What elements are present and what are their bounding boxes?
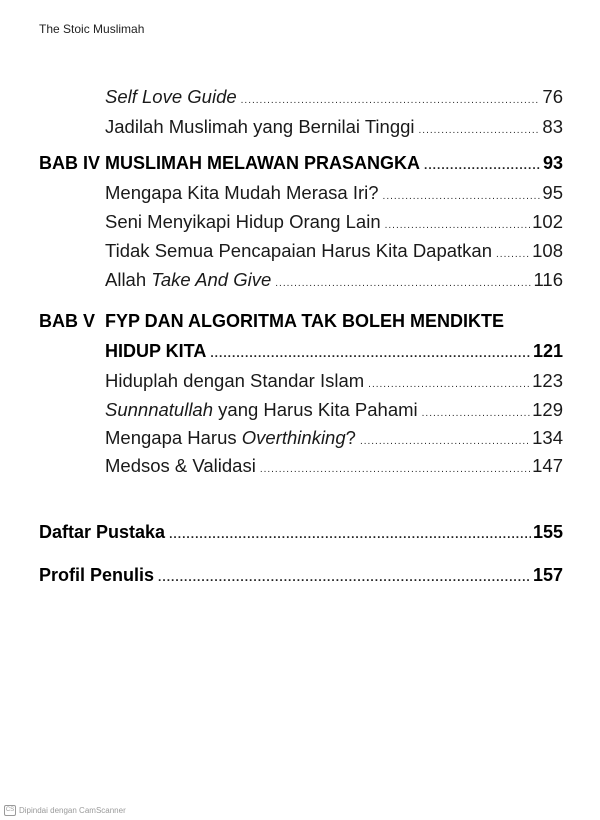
toc-entry-jadilah-muslimah xyxy=(105,116,563,138)
dot-leader xyxy=(210,346,531,360)
toc-entry-label: Jadilah Muslimah yang Bernilai Tinggi xyxy=(105,116,415,137)
toc-entry-standar-islam xyxy=(105,370,563,392)
toc-entry-label-suffix: yang Harus Kita Pahami xyxy=(213,399,418,420)
dot-leader xyxy=(241,95,541,106)
toc-page-number: 155 xyxy=(532,522,563,542)
toc-page-number: 116 xyxy=(533,269,563,290)
toc-entry-overthinking xyxy=(105,427,563,449)
dot-leader xyxy=(424,158,541,172)
toc-entry-label xyxy=(105,427,356,449)
dot-leader xyxy=(360,436,530,447)
toc-chapter-label: FYP DAN ALGORITMA TAK BOLEH MENDIKTE xyxy=(105,311,504,331)
dot-leader xyxy=(419,125,541,136)
scanner-watermark xyxy=(4,805,126,816)
toc-entry-label: Seni Menyikapi Hidup Orang Lain xyxy=(105,211,381,232)
toc-page-number: 76 xyxy=(542,86,563,107)
toc-entry-label-prefix: Mengapa Harus xyxy=(105,427,242,448)
toc-page-number: 129 xyxy=(532,399,563,420)
dot-leader xyxy=(422,408,530,419)
dot-leader xyxy=(260,464,530,475)
toc-entry-self-love-guide xyxy=(105,86,563,108)
toc-page-number: 121 xyxy=(532,341,563,361)
toc-section-label: Profil Penulis xyxy=(39,565,155,585)
toc-chapter-label: BAB IV MUSLIMAH MELAWAN PRASANGKA xyxy=(39,153,420,173)
toc-page-number: 102 xyxy=(532,211,563,232)
toc-section-profil-penulis xyxy=(39,565,563,586)
book-title: The Stoic Muslimah xyxy=(39,22,145,36)
toc-chapter-bab-iv xyxy=(39,153,563,174)
toc-entry-tidak-semua xyxy=(105,240,563,262)
toc-entry-label-italic: Overthinking xyxy=(241,427,346,448)
toc-entry-label-italic: Self Love Guide xyxy=(105,86,237,107)
toc-chapter-bab-v-title-line2 xyxy=(105,341,563,362)
camscanner-logo-icon: CS xyxy=(4,805,16,816)
toc-entry-label-prefix: Allah xyxy=(105,269,152,290)
toc-entry-label xyxy=(105,86,237,108)
toc-entry-label: Mengapa Kita Mudah Merasa Iri? xyxy=(105,182,379,203)
toc-entry-label: Tidak Semua Pencapaian Harus Kita Dapatkan xyxy=(105,240,493,261)
dot-leader xyxy=(368,379,530,390)
toc-entry-seni-menyikapi xyxy=(105,211,563,233)
toc-entry-label: Hiduplah dengan Standar Islam xyxy=(105,370,365,391)
toc-entry-mudah-iri xyxy=(105,182,563,204)
toc-page-number: 157 xyxy=(532,565,563,585)
toc-section-daftar-pustaka xyxy=(39,522,563,543)
toc-page-number: 147 xyxy=(532,455,563,476)
toc-chapter-label: HIDUP KITA xyxy=(105,341,207,361)
dot-leader xyxy=(169,527,531,541)
toc-chapter-bab-v-title-line1 xyxy=(105,311,563,332)
toc-page-number: 95 xyxy=(542,182,563,203)
toc-entry-label: Medsos & Validasi xyxy=(105,455,256,476)
toc-entry-label xyxy=(105,269,271,291)
toc-page-number: 134 xyxy=(532,427,563,448)
toc-entry-medsos-validasi xyxy=(105,455,563,477)
toc-entry-allah-take-give xyxy=(105,269,563,291)
toc-page-number: 123 xyxy=(532,370,563,391)
toc-entry-sunnatullah xyxy=(105,399,563,421)
dot-leader xyxy=(158,570,531,584)
toc-page-number: 93 xyxy=(542,153,563,173)
scanner-watermark-text: Dipindai dengan CamScanner xyxy=(19,806,126,815)
toc-entry-label xyxy=(105,399,418,421)
toc-entry-label-suffix: ? xyxy=(345,427,356,448)
toc-page-number: 108 xyxy=(532,240,563,261)
dot-leader xyxy=(496,249,530,260)
toc-section-label: Daftar Pustaka xyxy=(39,522,166,542)
dot-leader xyxy=(385,220,531,231)
toc-entry-label-italic: Sunnnatullah xyxy=(105,399,214,420)
toc-entry-label-italic: Take And Give xyxy=(151,269,272,290)
dot-leader xyxy=(275,278,531,289)
toc-page-number: 83 xyxy=(542,116,563,137)
dot-leader xyxy=(383,191,541,202)
toc-chapter-number-bab-v: BAB V xyxy=(39,311,96,331)
